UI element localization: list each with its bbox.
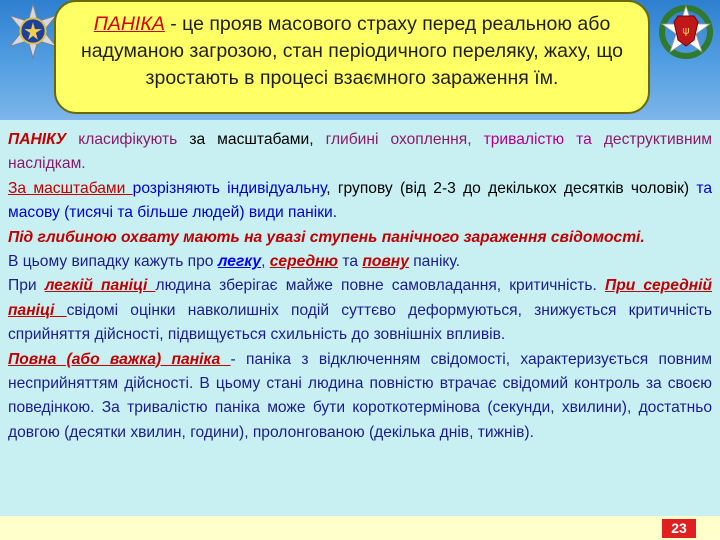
level-full: повну <box>362 253 409 271</box>
underlined-term: За масштабами <box>8 179 133 197</box>
text-span: деструктивним наслідкам. <box>8 131 713 173</box>
text-span: людина зберігає майже повне самовладання, критичність. <box>155 277 605 295</box>
page-number-badge: 23 <box>662 519 696 538</box>
paragraph-scale <box>8 177 712 226</box>
level-light: легку <box>217 253 262 271</box>
paragraph-depth <box>8 226 712 250</box>
paragraph-levels <box>8 250 712 274</box>
emblem-cross-wreath-icon <box>656 0 716 60</box>
paragraph-light-medium <box>8 274 712 347</box>
text-span: При <box>8 277 45 295</box>
text-span: класифікують <box>66 131 190 148</box>
text-span: глибині охоплення, <box>325 131 484 148</box>
body-text <box>8 128 712 445</box>
text-span: та масову (тисячі та більше людей) види паніки. <box>8 179 712 222</box>
text-span: , <box>261 253 270 271</box>
paragraph-full <box>8 348 712 446</box>
term-full-panic: Повна (або важка) паніка <box>8 350 231 368</box>
paragraph-classification <box>8 128 712 177</box>
definition-callout <box>54 0 650 114</box>
term-medium-panic: При середній паніці <box>8 277 712 319</box>
text-span: В цьому випадку кажуть про <box>8 253 218 271</box>
footer-band <box>0 516 720 540</box>
text-span: , групову (від 2-3 до декількох десятків чоловік) <box>326 179 690 197</box>
depth-statement: Під глибиною охвату мають на увазі ступень панічного зараження свідомості. <box>8 228 645 246</box>
text-span: тривалістю та <box>483 131 604 148</box>
title-definition: - це прояв масового страху перед реальною або надуманою загрозою, стан періодичного переляку, жаху, що зростають в процесі взаємного зараження їм. <box>80 13 624 89</box>
term-light-panic: легкій паніці <box>44 277 156 295</box>
text-span: свідомі оцінки навколишніх подій суттєво деформуються, знижується критичність сприйняття дійсності, підвищується схильність до зовнішніх впливів. <box>8 301 713 344</box>
text-span: розрізняють індивідуальну <box>132 179 327 197</box>
keyword-panic: ПАНІКУ <box>8 131 67 148</box>
text-span: та <box>338 253 363 271</box>
svg-text:ψ: ψ <box>682 24 690 37</box>
level-medium: середню <box>269 253 339 271</box>
text-span: паніку. <box>408 253 460 271</box>
title-term: ПАНІКА <box>93 13 165 35</box>
text-span: - паніка з відключенням свідомості, характеризується повним несприйняттям дійсності. В цьому стані людина повністю втрачає свідомий контроль за своєю поведінкою. За тривалістю паніка може бути короткотермінова (секунди, хвилини), достатньо довгою (десятки хвилин, години), пролонгованою (декілька днів, тижнів). <box>8 350 712 441</box>
text-span: за масштабами, <box>189 131 326 148</box>
